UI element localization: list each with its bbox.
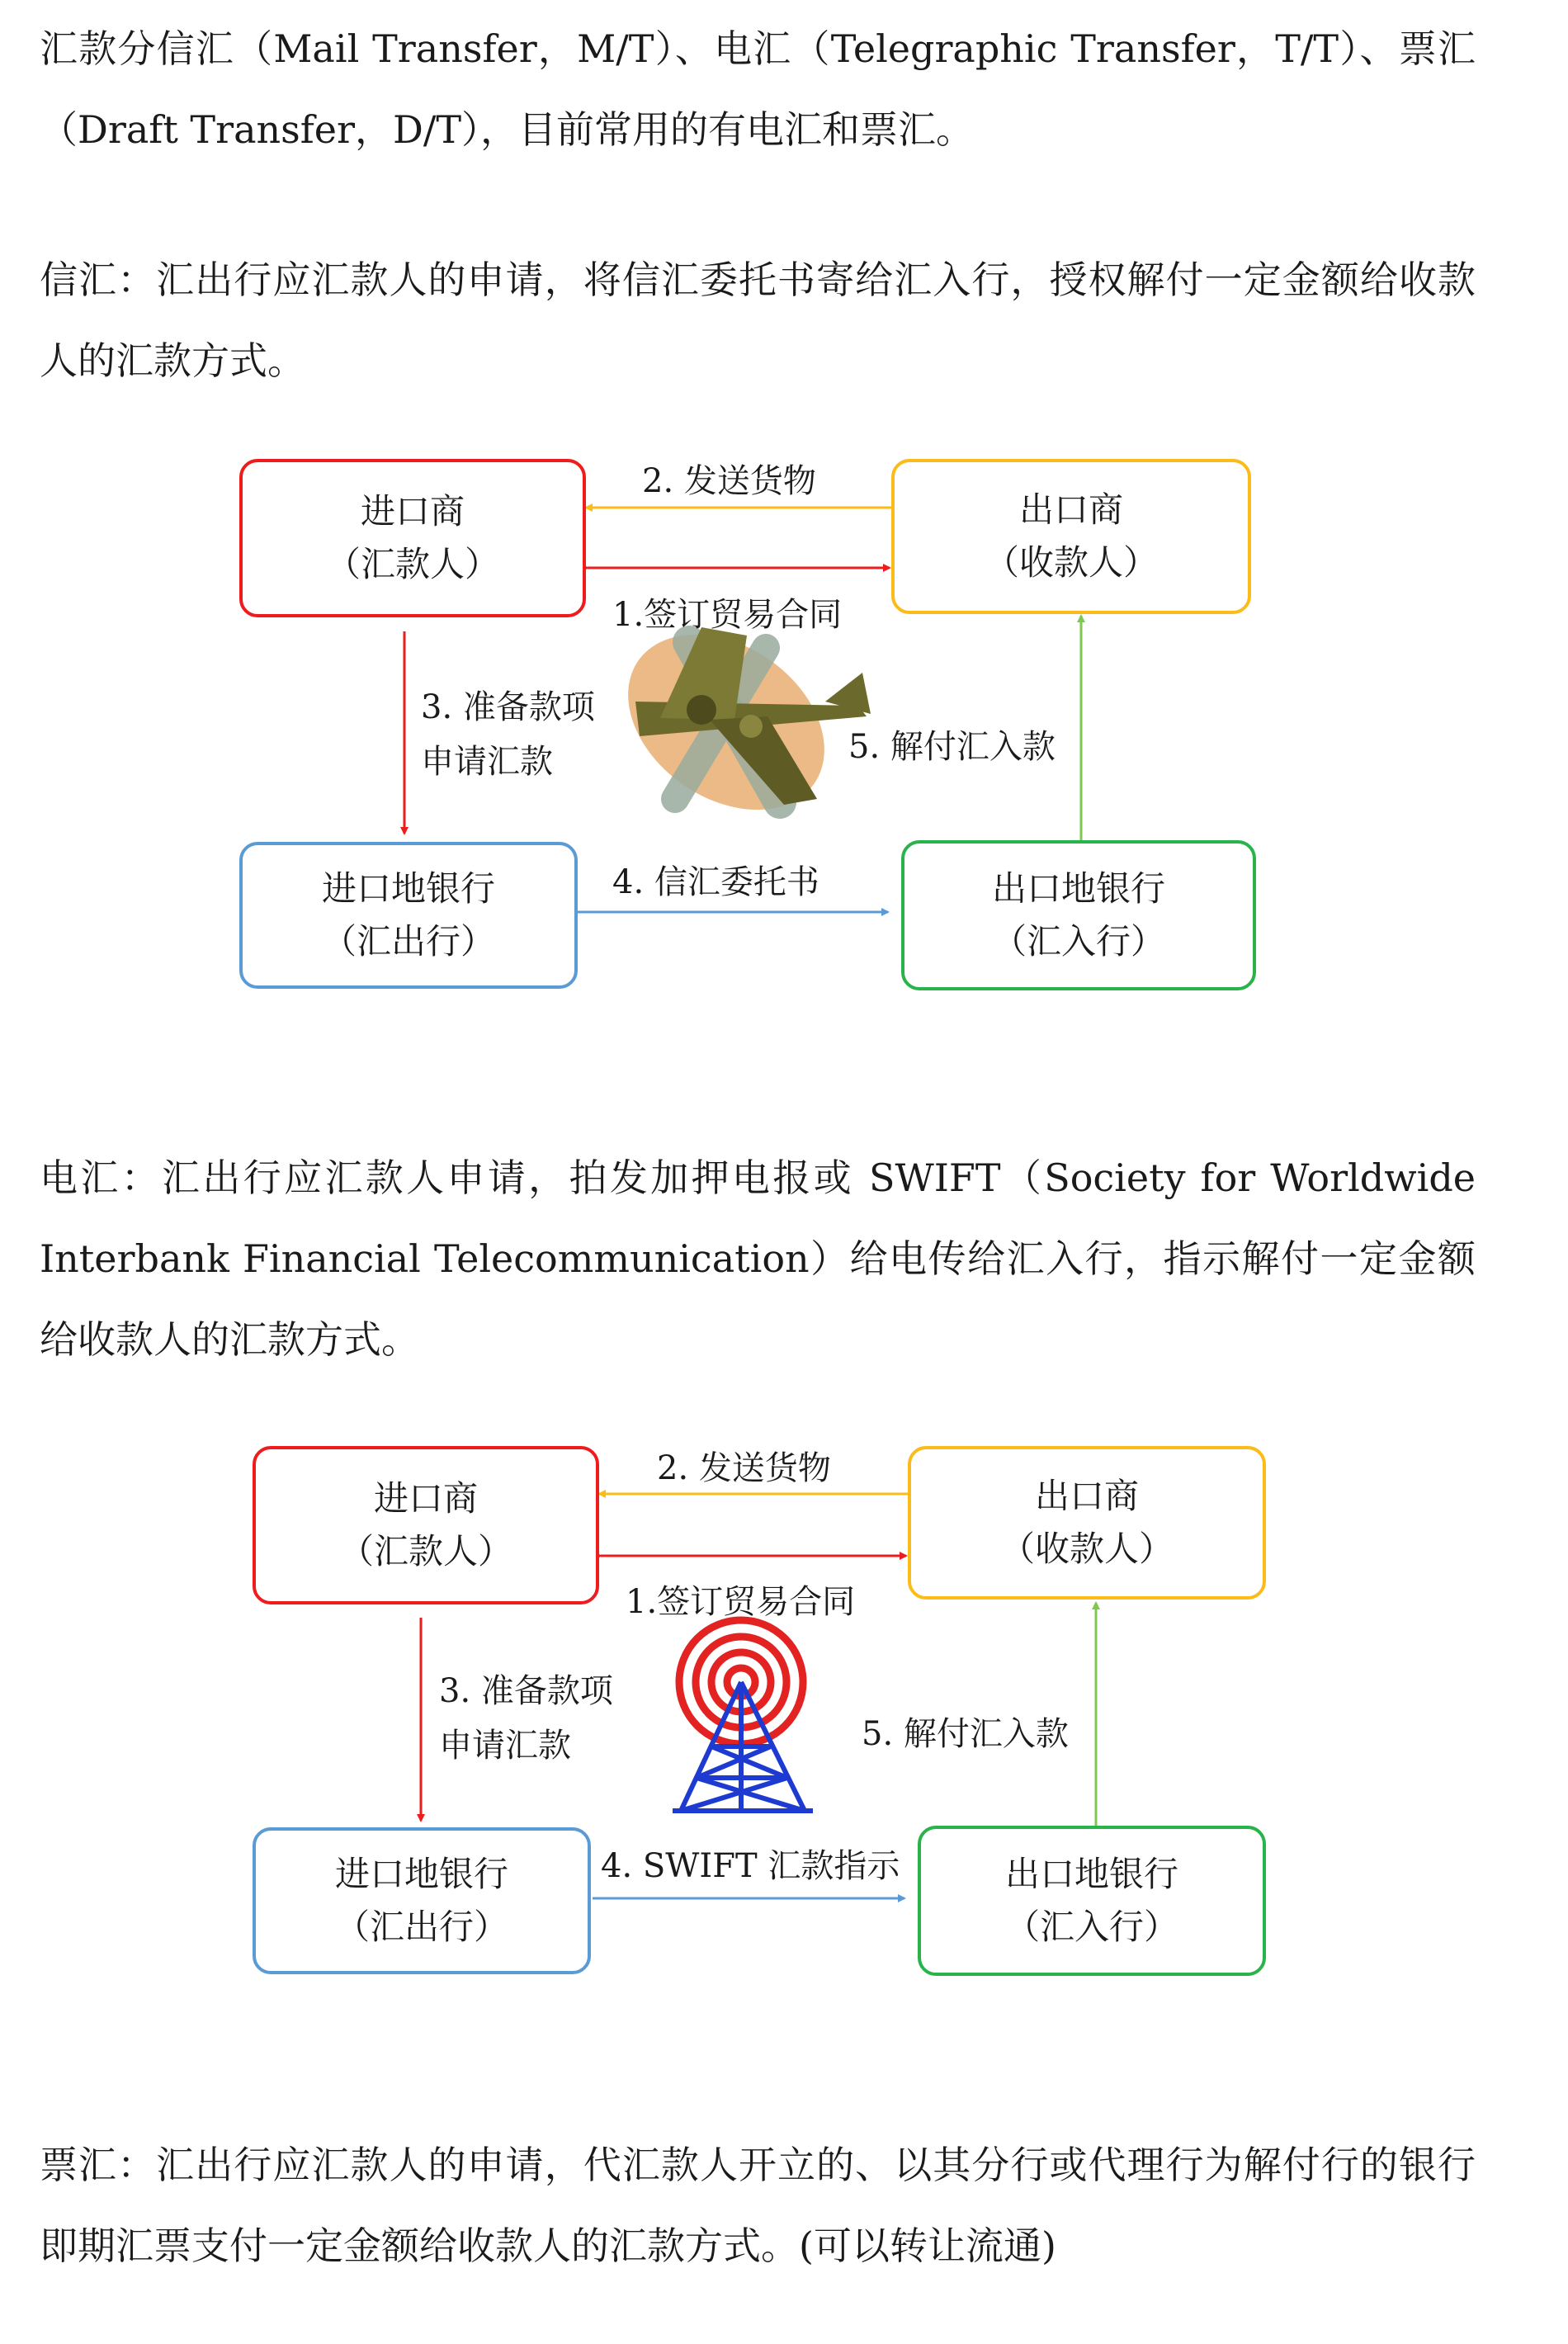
- step4-label: 4. SWIFT 汇款指示: [601, 1847, 900, 1885]
- import-bank-node: [253, 1827, 591, 1974]
- export-bank-name: 出口地银行: [1004, 1854, 1178, 1894]
- step1-label: 1.签订贸易合同: [626, 1583, 856, 1621]
- step3-label: [421, 680, 595, 789]
- telegraphic-transfer-arrows: [0, 1420, 1568, 2014]
- step5-label: 5. 解付汇入款: [862, 1715, 1069, 1753]
- import-bank-node: [239, 842, 578, 989]
- exporter-role: （收款人）: [984, 542, 1158, 583]
- step2-label: 2. 发送货物: [642, 462, 816, 500]
- mail-transfer-paragraph: 信汇：汇出行应汇款人的申请，将信汇委托书寄给汇入行，授权解付一定金额给收款人的汇款方式。: [40, 258, 1476, 383]
- exporter-role: （收款人）: [999, 1529, 1174, 1569]
- mail-transfer-arrows: [0, 429, 1568, 1023]
- telegraphic-transfer-diagram: [0, 1420, 1568, 2014]
- export-bank-role: （汇入行）: [991, 921, 1165, 962]
- step3-line2: 申请汇款: [439, 1727, 571, 1765]
- step1-label: 1.签订贸易合同: [612, 596, 843, 634]
- exporter-node: [908, 1446, 1266, 1600]
- export-bank-node: [918, 1826, 1266, 1976]
- export-bank-role: （汇入行）: [1004, 1907, 1178, 1947]
- telegraphic-transfer-paragraph: 电汇：汇出行应汇款人申请，拍发加押电报或 SWIFT（Society for Worldwide Interbank Financial Telecommunication）给电传给汇入行，指示解付一定金额给收款人的汇款方式。: [40, 1155, 1476, 1362]
- importer-node: [239, 459, 586, 617]
- radio-tower-icon: [673, 1620, 813, 1811]
- importer-name: 进口商: [373, 1478, 478, 1519]
- step4-label: 4. 信汇委托书: [612, 863, 819, 901]
- demand-draft-paragraph: 票汇：汇出行应汇款人的申请，代汇款人开立的、以其分行或代理行为解付行的银行即期汇票支付一定金额给收款人的汇款方式。(可以转让流通): [40, 2143, 1476, 2268]
- importer-node: [253, 1446, 599, 1604]
- step3-line2: 申请汇款: [421, 743, 553, 781]
- importer-role: （汇款人）: [338, 1531, 512, 1571]
- step5-label: 5. 解付汇入款: [848, 728, 1056, 766]
- import-bank-name: 进口地银行: [321, 868, 495, 909]
- step2-label: 2. 发送货物: [657, 1449, 831, 1487]
- export-bank-node: [901, 840, 1256, 990]
- exporter-name: 出口商: [1034, 1476, 1139, 1516]
- importer-name: 进口商: [360, 491, 465, 532]
- intro-paragraph: 汇款分信汇（Mail Transfer，M/T）、电汇（Telegraphic Transfer，T/T）、票汇（Draft Transfer，D/T），目前常用的有电汇和票汇。: [40, 26, 1476, 152]
- step3-label: [439, 1664, 613, 1773]
- mail-transfer-diagram: [0, 429, 1568, 1023]
- import-bank-name: 进口地银行: [334, 1854, 508, 1894]
- exporter-name: 出口商: [1018, 489, 1123, 530]
- exporter-node: [891, 459, 1251, 614]
- step3-line1: 3. 准备款项: [439, 1672, 613, 1710]
- importer-role: （汇款人）: [325, 544, 499, 584]
- import-bank-role: （汇出行）: [334, 1907, 508, 1947]
- step3-line1: 3. 准备款项: [421, 688, 595, 726]
- import-bank-role: （汇出行）: [321, 921, 495, 962]
- export-bank-name: 出口地银行: [991, 868, 1165, 909]
